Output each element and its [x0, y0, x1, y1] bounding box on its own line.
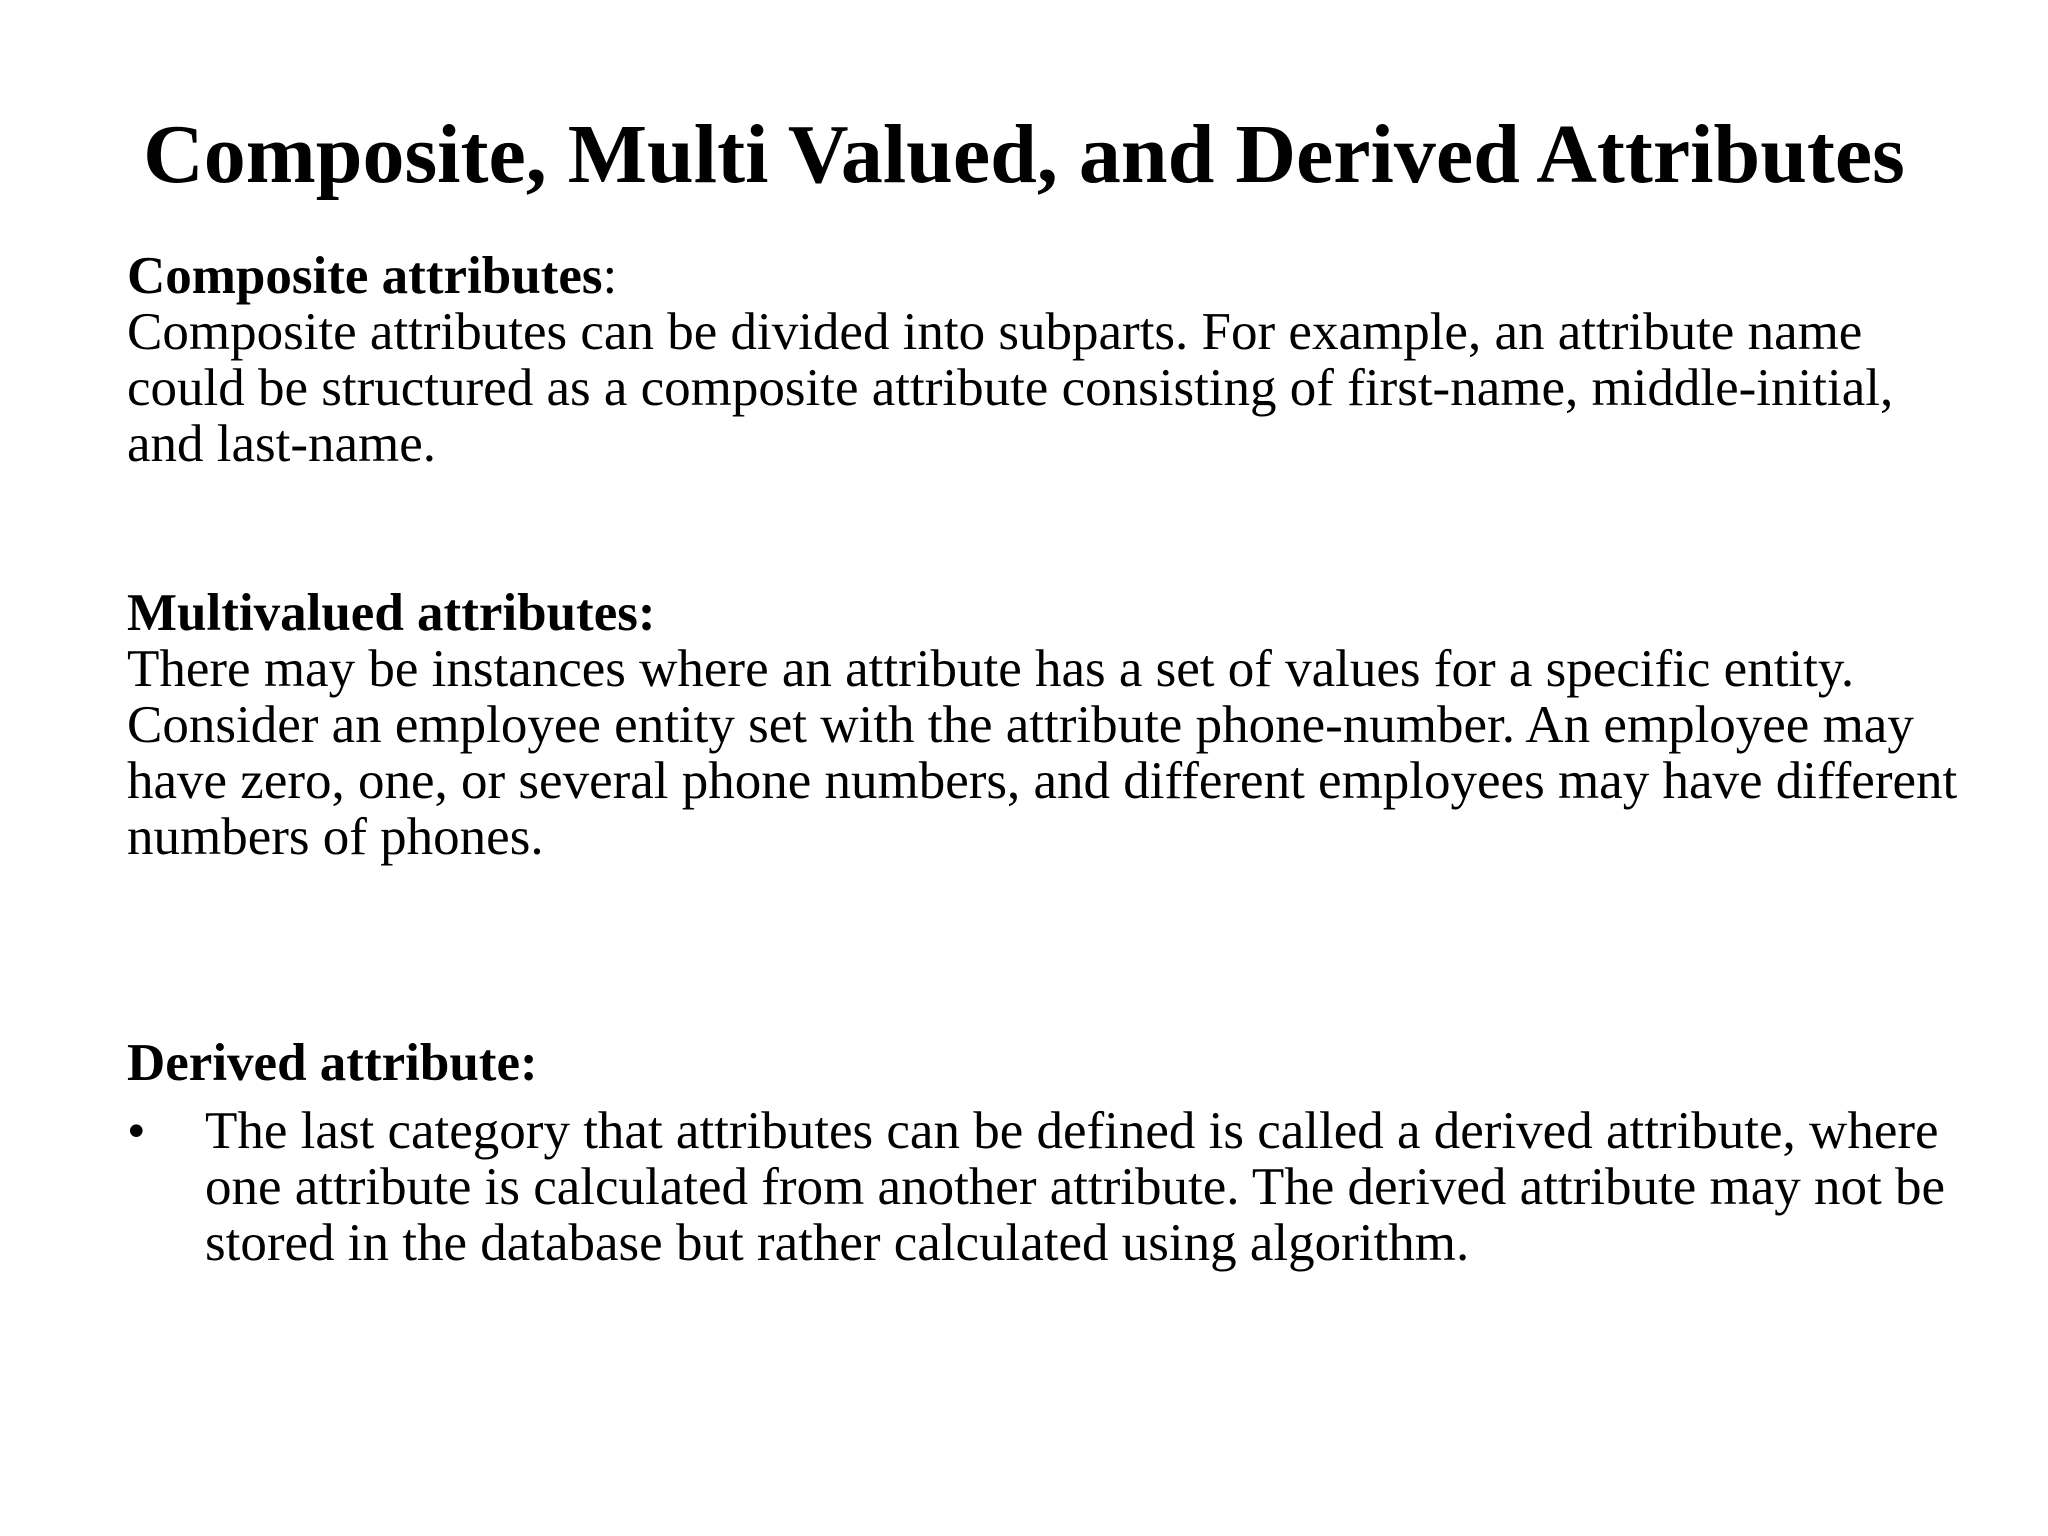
composite-body: Composite attributes can be divided into subparts. For example, an attribute name could be structured as a composite attribute consisting of first-name, middle-initial, and last-name. — [127, 303, 1894, 473]
multivalued-heading-row — [127, 585, 1977, 641]
derived-bullet-item — [127, 1103, 1977, 1271]
multivalued-body: There may be instances where an attribute has a set of values for a specific entity. Consider an employee entity set with the attribute phone-number. An employee may have zero, one, or several phone numbers, and different employees may have different numbers of phones. — [127, 640, 1958, 866]
composite-heading-row — [127, 248, 1977, 304]
slide-content — [127, 248, 1977, 1271]
composite-heading-colon: : — [602, 247, 618, 305]
multivalued-heading: Multivalued attributes: — [127, 584, 656, 642]
bullet-icon: • — [127, 1102, 146, 1160]
multivalued-section — [127, 585, 1977, 865]
composite-section — [127, 248, 1977, 472]
derived-section — [127, 1035, 1977, 1271]
composite-heading: Composite attributes — [127, 247, 603, 305]
derived-bullet-text: The last category that attributes can be defined is called a derived attribute, where one attribute is calculated from another attribute. The derived attribute may not be stored in the database but rather calculated using algorithm. — [205, 1102, 1946, 1272]
derived-heading: Derived attribute: — [127, 1034, 538, 1092]
slide-title: Composite, Multi Valued, and Derived Attributes — [143, 108, 1905, 201]
derived-heading-row — [127, 1035, 1977, 1091]
